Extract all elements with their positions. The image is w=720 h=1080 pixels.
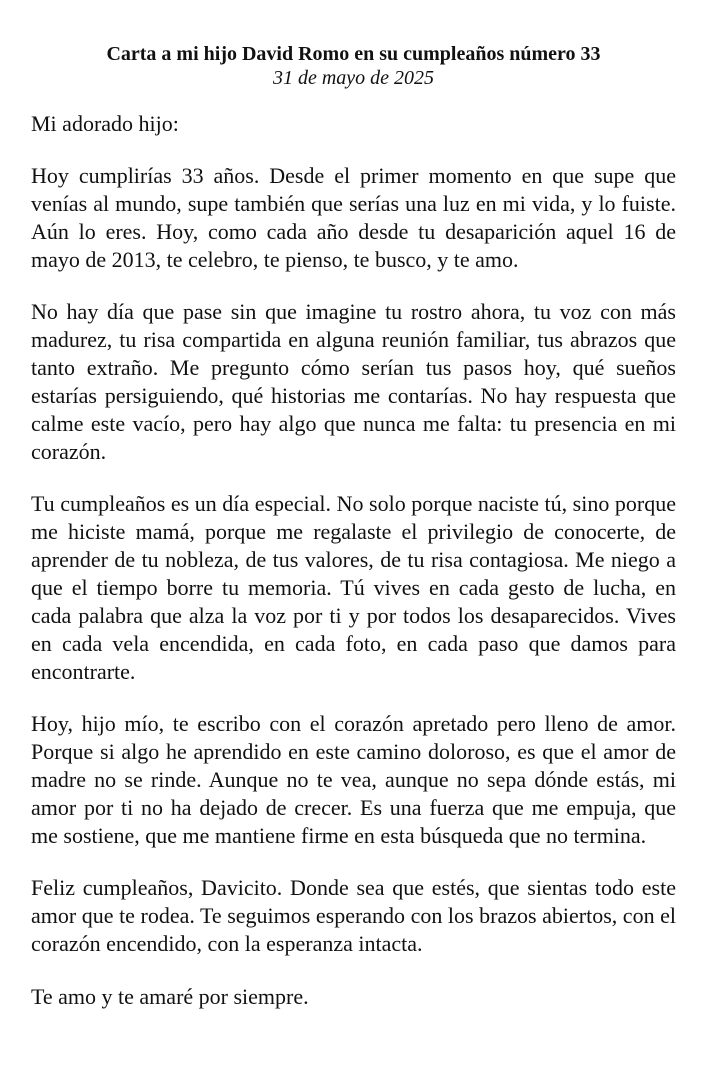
letter-title: Carta a mi hijo David Romo en su cumpleaños número 33 xyxy=(106,43,601,65)
letter-paragraph: Hoy cumplirías 33 años. Desde el primer momento en que supe que venías al mundo, supe también que serías una luz en mi vida, y lo fuiste. Aún lo eres. Hoy, como cada año desde tu desaparición aquel 16 de mayo de 2013, te celebro, te pienso, te busco, y te amo. xyxy=(31,163,676,272)
letter-paragraph: No hay día que pase sin que imagine tu rostro ahora, tu voz con más madurez, tu risa compartida en alguna reunión familiar, tus abrazos que tanto extraño. Me pregunto cómo serían tus pasos hoy, qué sueños estarías persiguiendo, qué historias me contarías. No hay respuesta que calme este vacío, pero hay algo que nunca me falta: tu presencia en mi corazón. xyxy=(31,299,676,464)
letter-paragraph: Feliz cumpleaños, Davicito. Donde sea que estés, que sientas todo este amor que te rodea. Te seguimos esperando con los brazos abiertos, con el corazón encendido, con la esperanza intacta. xyxy=(31,875,676,956)
letter-date: 31 de mayo de 2025 xyxy=(272,67,435,89)
letter-paragraph: Hoy, hijo mío, te escribo con el corazón apretado pero lleno de amor. Porque si algo he aprendido en este camino doloroso, es que el amor de madre no se rinde. Aunque no te vea, aunque no sepa dónde estás, mi amor por ti no ha dejado de crecer. Es una fuerza que me empuja, que me sostiene, que me mantiene firme en esta búsqueda que no termina. xyxy=(31,711,676,848)
letter-paragraph: Tu cumpleaños es un día especial. No solo porque naciste tú, sino porque me hiciste mamá, porque me regalaste el privilegio de conocerte, de aprender de tu nobleza, de tus valores, de tu risa contagiosa. Me niego a que el tiempo borre tu memoria. Tú vives en cada gesto de lucha, en cada palabra que alza la voz por ti y por todos los desaparecidos. Vives en cada vela encendida, en cada foto, en cada paso que damos para encontrarte. xyxy=(31,491,676,684)
letter-closing: Te amo y te amaré por siempre. xyxy=(31,984,309,1009)
letter-salutation: Mi adorado hijo: xyxy=(31,111,179,136)
